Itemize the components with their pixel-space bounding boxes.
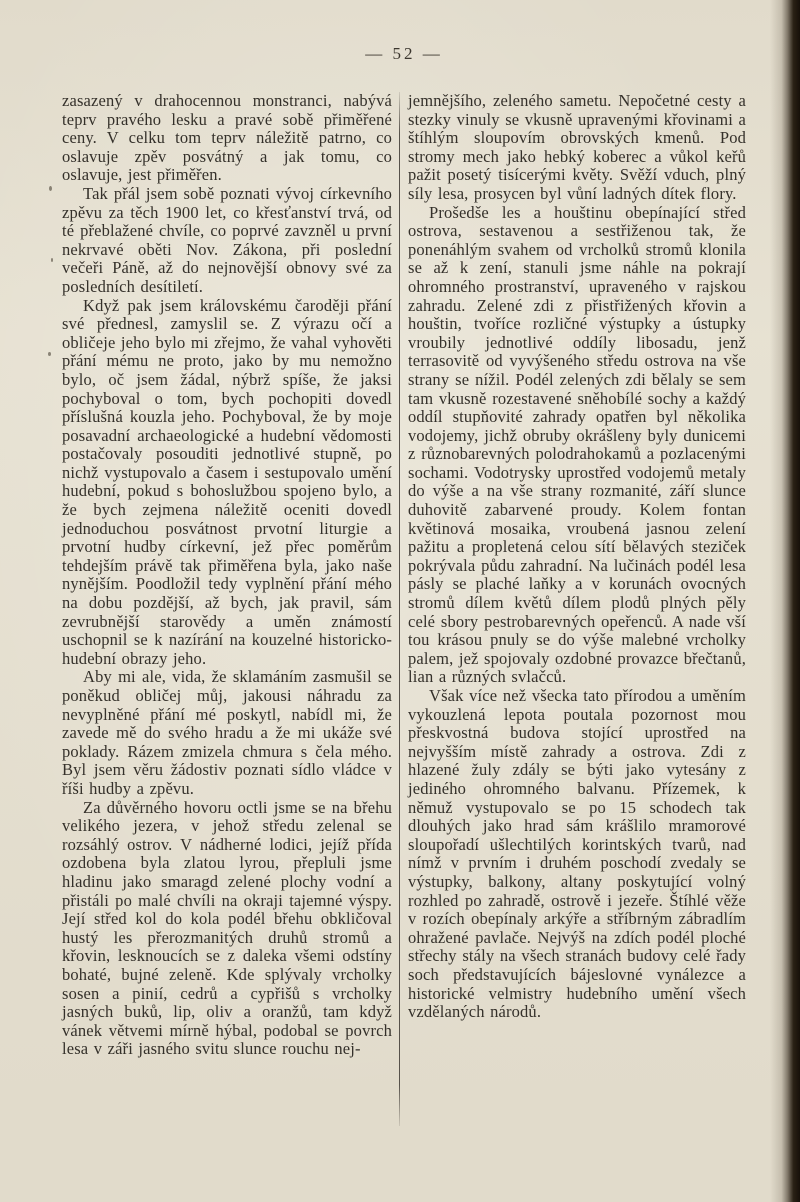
- left-text-column: [62, 92, 392, 1059]
- paragraph: Prošedše les a houštinu obepínající střed ostrova, sestavenou a sestřiženou tak, že ponenáhlým svahem od vrcholků stromů klonila se až k zení, stanuli jsme náhle na pokrají ohromného prostranství, upraveného v rajskou zahradu. Zelené zdi z přistřižených křovin a houštin, tvoříce rozličné výstupky a ústupky vroubily jednotlivé oddíly libosadu, jenž terrasovitě od vyvýšeného středu ostrova na vše strany se nížil. Podél zelených zdi bělaly se sem tam vkusně rozestavené sněhobílé sochy a každý oddíl stupňovité zahrady opatřen byl několika vodojemy, jichž obruby okrášleny byly dunicemi z různobarevných polodrahokamů a pozlacenými sochami. Vodotrysky uprostřed vodojemů metaly do výše a na vše strany rozmanité, září slunce duhovitě zabarvené proudy. Kolem fontan květinová mosaika, vroubená jasnou zelení pažitu a propletená celou sítí bělavých steziček pokrývala půdu zahradní. Na lučinách podél lesa pásly se plaché laňky a v korunách ovocných stromů dílem květů dílem plodů plných pěly celé sbory pestrobarevných opeřenců. A nade vší tou krásou pnuly se do výše malebné vrcholky palem, jež spojovaly ozdobné provazce břečtanů, lian a různých svlačců.: [408, 202, 746, 687]
- paragraph: zasazený v drahocennou monstranci, nabývá teprv pravého lesku a pravé sobě přiměřené ceny. V celku tom teprv náležitě patrno, co oslavuje zpěv posvátný a jak tomu, co oslavuje, jest přiměřen.: [62, 91, 392, 185]
- paragraph: Však více než všecka tato přírodou a uměním vykouzlená lepota poutala pozornost mou přeskvostná budova stojící uprostřed na nejvyšším místě zahrady a ostrova. Zdi z hlazené žuly zdály se býti jako vytesány z jediného ohromného balvanu. Přízemek, k němuž vystupovalo se po 15 schodech tak dlouhých jako hrad sám krášlilo mramorové sloupořadí ušlechtilých korintských tvarů, nad nímž v prvním i druhém poschodí zvedaly se výstupky, balkony, altany poskytující volný rozhled po zahradě, ostrově i jezeře. Štíhlé věže v rozích obepínaly arkýře a stříbrným zábradlím ohražené pavlače. Nejvýš na zdích podél ploché střechy stály na všech stranách budovy celé řady soch představujících bájeslovné vynálezce a historické velmistry hudebního umění všech vzdělaných národů.: [408, 686, 746, 1022]
- paragraph: Když pak jsem královskému čaroději přání své přednesl, zamyslil se. Z výrazu očí a obličeje jeho bylo mi zřejmo, že vahal vyhověti přání mému ne proto, jako by mu nemožno bylo, oč jsem žádal, nýbrž spíše, že jaksi pochyboval o tom, bych pochopiti dovedl příslušná kouzla jeho. Pochyboval, že by moje posavadní archaeologické a hudební vědomosti postačovaly posouditi jednotlivé stupně, po nichž vystupovalo a časem i sestupovalo umění hudební, pokud s bohoslužbou spojeno bylo, a že bych zejmena náležitě oceniti dovedl jednoduchou posvátnost prvotní liturgie a prvotní hudby církevní, jež přec poměrům tehdejším právě tak přiměřena byla, jako naše nynějším. Poodložil tedy vyplnění přání mého na dobu pozdější, až bych, jak pravil, sám zevrubnější starovědy a uměn známostí uschopnil se k nazírání na kouzelné historicko-hudební obrazy jeho.: [62, 295, 392, 668]
- page-number: — 52 —: [365, 44, 443, 63]
- paragraph: Tak přál jsem sobě poznati vývoj církevního zpěvu za těch 1900 let, co křesťanství trvá, od té přeblažené chvíle, co poprvé zavzněl u první nekrvavé oběti Nov. Zákona, při poslední večeři Páně, až do nejnovější obnovy své za posledních desítiletí.: [62, 183, 392, 296]
- paragraph: Aby mi ale, vida, že sklamáním zasmušil se poněkud obličej můj, jakousi náhradu za nevyplněné přání mé poskytl, nabídl mi, že zavede mě do svého hradu a že mi ukáže své poklady. Rázem zmizela chmura s čela mého. Byl jsem věru žádostiv poznati sídlo vládce v říši hudby a zpěvu.: [62, 667, 392, 798]
- paragraph: Za důvěrného hovoru octli jsme se na břehu velikého jezera, v jehož středu zelenal se rozsáhlý ostrov. V nádherné lodici, jejíž přída ozdobena byla zlatou lyrou, přepluli jsme hladinu jako smaragd zelené plochy vodní a přistáli po malé chvíli na okraji tajemné výspy. Její střed kol do kola podél břehu obkličoval hustý les přerozmanitých druhů stromů a křovin, lesknoucích se z daleka všemi odstíny bohaté, bujné zeleně. Kde splývaly vrcholky sosen a pinií, cedrů a cypřišů s vrcholky jasných buků, lip, oliv a oranžů, tam když vánek větvemi mírně hýbal, podobal se povrch lesa v záři jasného svitu slunce rouchu nej-: [62, 797, 392, 1059]
- right-text-column: [408, 92, 746, 1022]
- paper-speck: [49, 186, 52, 191]
- column-divider-rule: [399, 92, 400, 1126]
- paper-speck: [48, 352, 51, 356]
- paper-speck: [51, 258, 53, 262]
- paragraph: jemnějšího, zeleného sametu. Nepočetné cesty a stezky vinuly se vkusně upravenými křovinami a štíhlým sloupovím obrovských kmenů. Pod stromy mech jako hebký koberec a vůkol keřů pažit posetý tisícerými květy. Svěží vduch, plný síly lesa, prosycen byl vůní ladných dítek flory.: [408, 91, 746, 203]
- page-edge-shadow: [770, 0, 800, 1202]
